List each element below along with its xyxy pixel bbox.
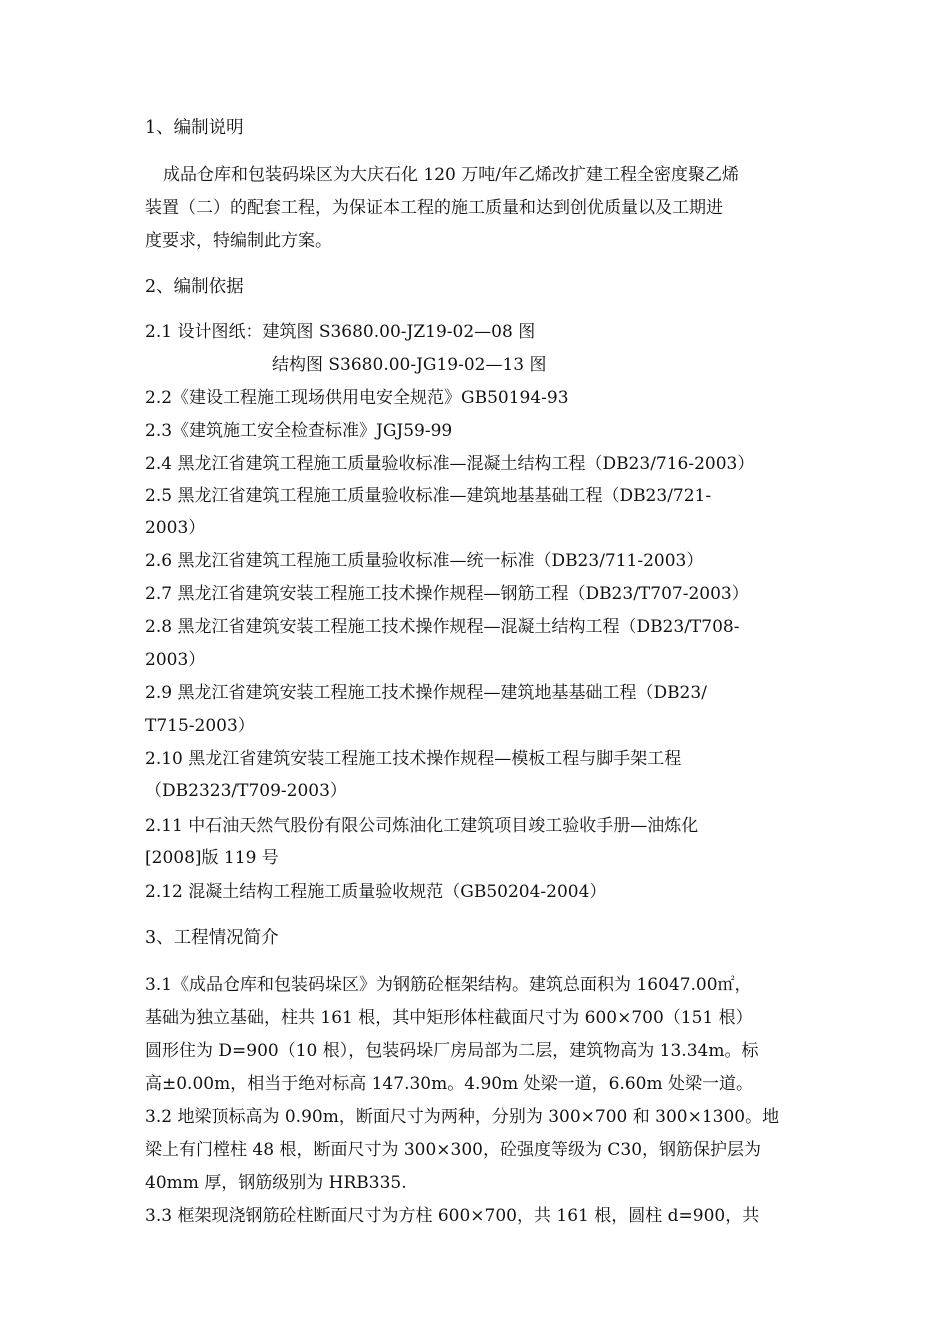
reference-line: 2.11 中石油天然气股份有限公司炼油化工建筑项目竣工验收手册—油炼化 (145, 816, 699, 836)
reference-line: [2008]版 119 号 (145, 848, 279, 868)
reference-line: T715-2003） (145, 716, 255, 736)
paragraph-line: 装置（二）的配套工程，为保证本工程的施工质量和达到创优质量以及工期进 (145, 198, 723, 218)
reference-line: 2.7 黑龙江省建筑安装工程施工技术操作规程—钢筋工程（DB23/T707-2003） (145, 584, 749, 604)
paragraph-line: 高±0.00m，相当于绝对标高 147.30m。4.90m 处梁一道，6.60m 处梁一道。 (145, 1074, 753, 1094)
reference-line: 2.10 黑龙江省建筑安装工程施工技术操作规程—模板工程与脚手架工程 (145, 749, 682, 769)
reference-line: 2.3《建筑施工安全检查标准》JGJ59-99 (145, 421, 453, 441)
paragraph-line: 梁上有门樘柱 48 根，断面尺寸为 300×300，砼强度等级为 C30，钢筋保护层为 (145, 1140, 762, 1160)
paragraph-line: 圆形住为 D=900（10 根），包装码垛厂房局部为二层，建筑物高为 13.34m。标 (145, 1041, 759, 1061)
paragraph-line: 40mm 厚，钢筋级别为 HRB335. (145, 1173, 407, 1193)
section-heading-3: 3、工程情况简介 (145, 928, 279, 948)
paragraph-line: 3.2 地梁顶标高为 0.90m，断面尺寸为两种，分别为 300×700 和 300×1300。地 (145, 1107, 780, 1127)
section-heading-2: 2、编制依据 (145, 277, 244, 297)
reference-line: 2.6 黑龙江省建筑工程施工质量验收标准—统一标准（DB23/711-2003） (145, 551, 704, 571)
reference-line: 2.12 混凝土结构工程施工质量验收规范（GB50204-2004） (145, 882, 607, 902)
reference-line: 2.4 黑龙江省建筑工程施工质量验收标准—混凝土结构工程（DB23/716-2003） (145, 454, 755, 474)
paragraph-line: 3.3 框架现浇钢筋砼柱断面尺寸为方柱 600×700，共 161 根，圆柱 d=900，共 (145, 1206, 760, 1226)
section-heading-1: 1、编制说明 (145, 118, 244, 138)
reference-line: 2.8 黑龙江省建筑安装工程施工技术操作规程—混凝土结构工程（DB23/T708- (145, 617, 740, 637)
paragraph-line: 基础为独立基础，柱共 161 根，其中矩形体柱截面尺寸为 600×700（151 根） (145, 1008, 753, 1028)
reference-line: 2003） (145, 518, 206, 538)
reference-line: 结构图 S3680.00-JG19-02—13 图 (272, 355, 547, 375)
reference-line: 2.9 黑龙江省建筑安装工程施工技术操作规程—建筑地基基础工程（DB23/ (145, 683, 707, 703)
paragraph-line: 度要求，特编制此方案。 (145, 231, 332, 251)
paragraph-line: 成品仓库和包装码垛区为大庆石化 120 万吨/年乙烯改扩建工程全密度聚乙烯 (163, 165, 739, 185)
reference-line: 2.5 黑龙江省建筑工程施工质量验收标准—建筑地基基础工程（DB23/721- (145, 486, 712, 506)
reference-line: （DB2323/T709-2003） (145, 781, 347, 801)
reference-line: 2.1 设计图纸：建筑图 S3680.00-JZ19-02—08 图 (145, 322, 536, 342)
reference-line: 2003） (145, 650, 206, 670)
reference-line: 2.2《建设工程施工现场供用电安全规范》GB50194-93 (145, 388, 569, 408)
paragraph-line: 3.1《成品仓库和包装码垛区》为钢筋砼框架结构。建筑总面积为 16047.00㎡， (145, 975, 752, 995)
